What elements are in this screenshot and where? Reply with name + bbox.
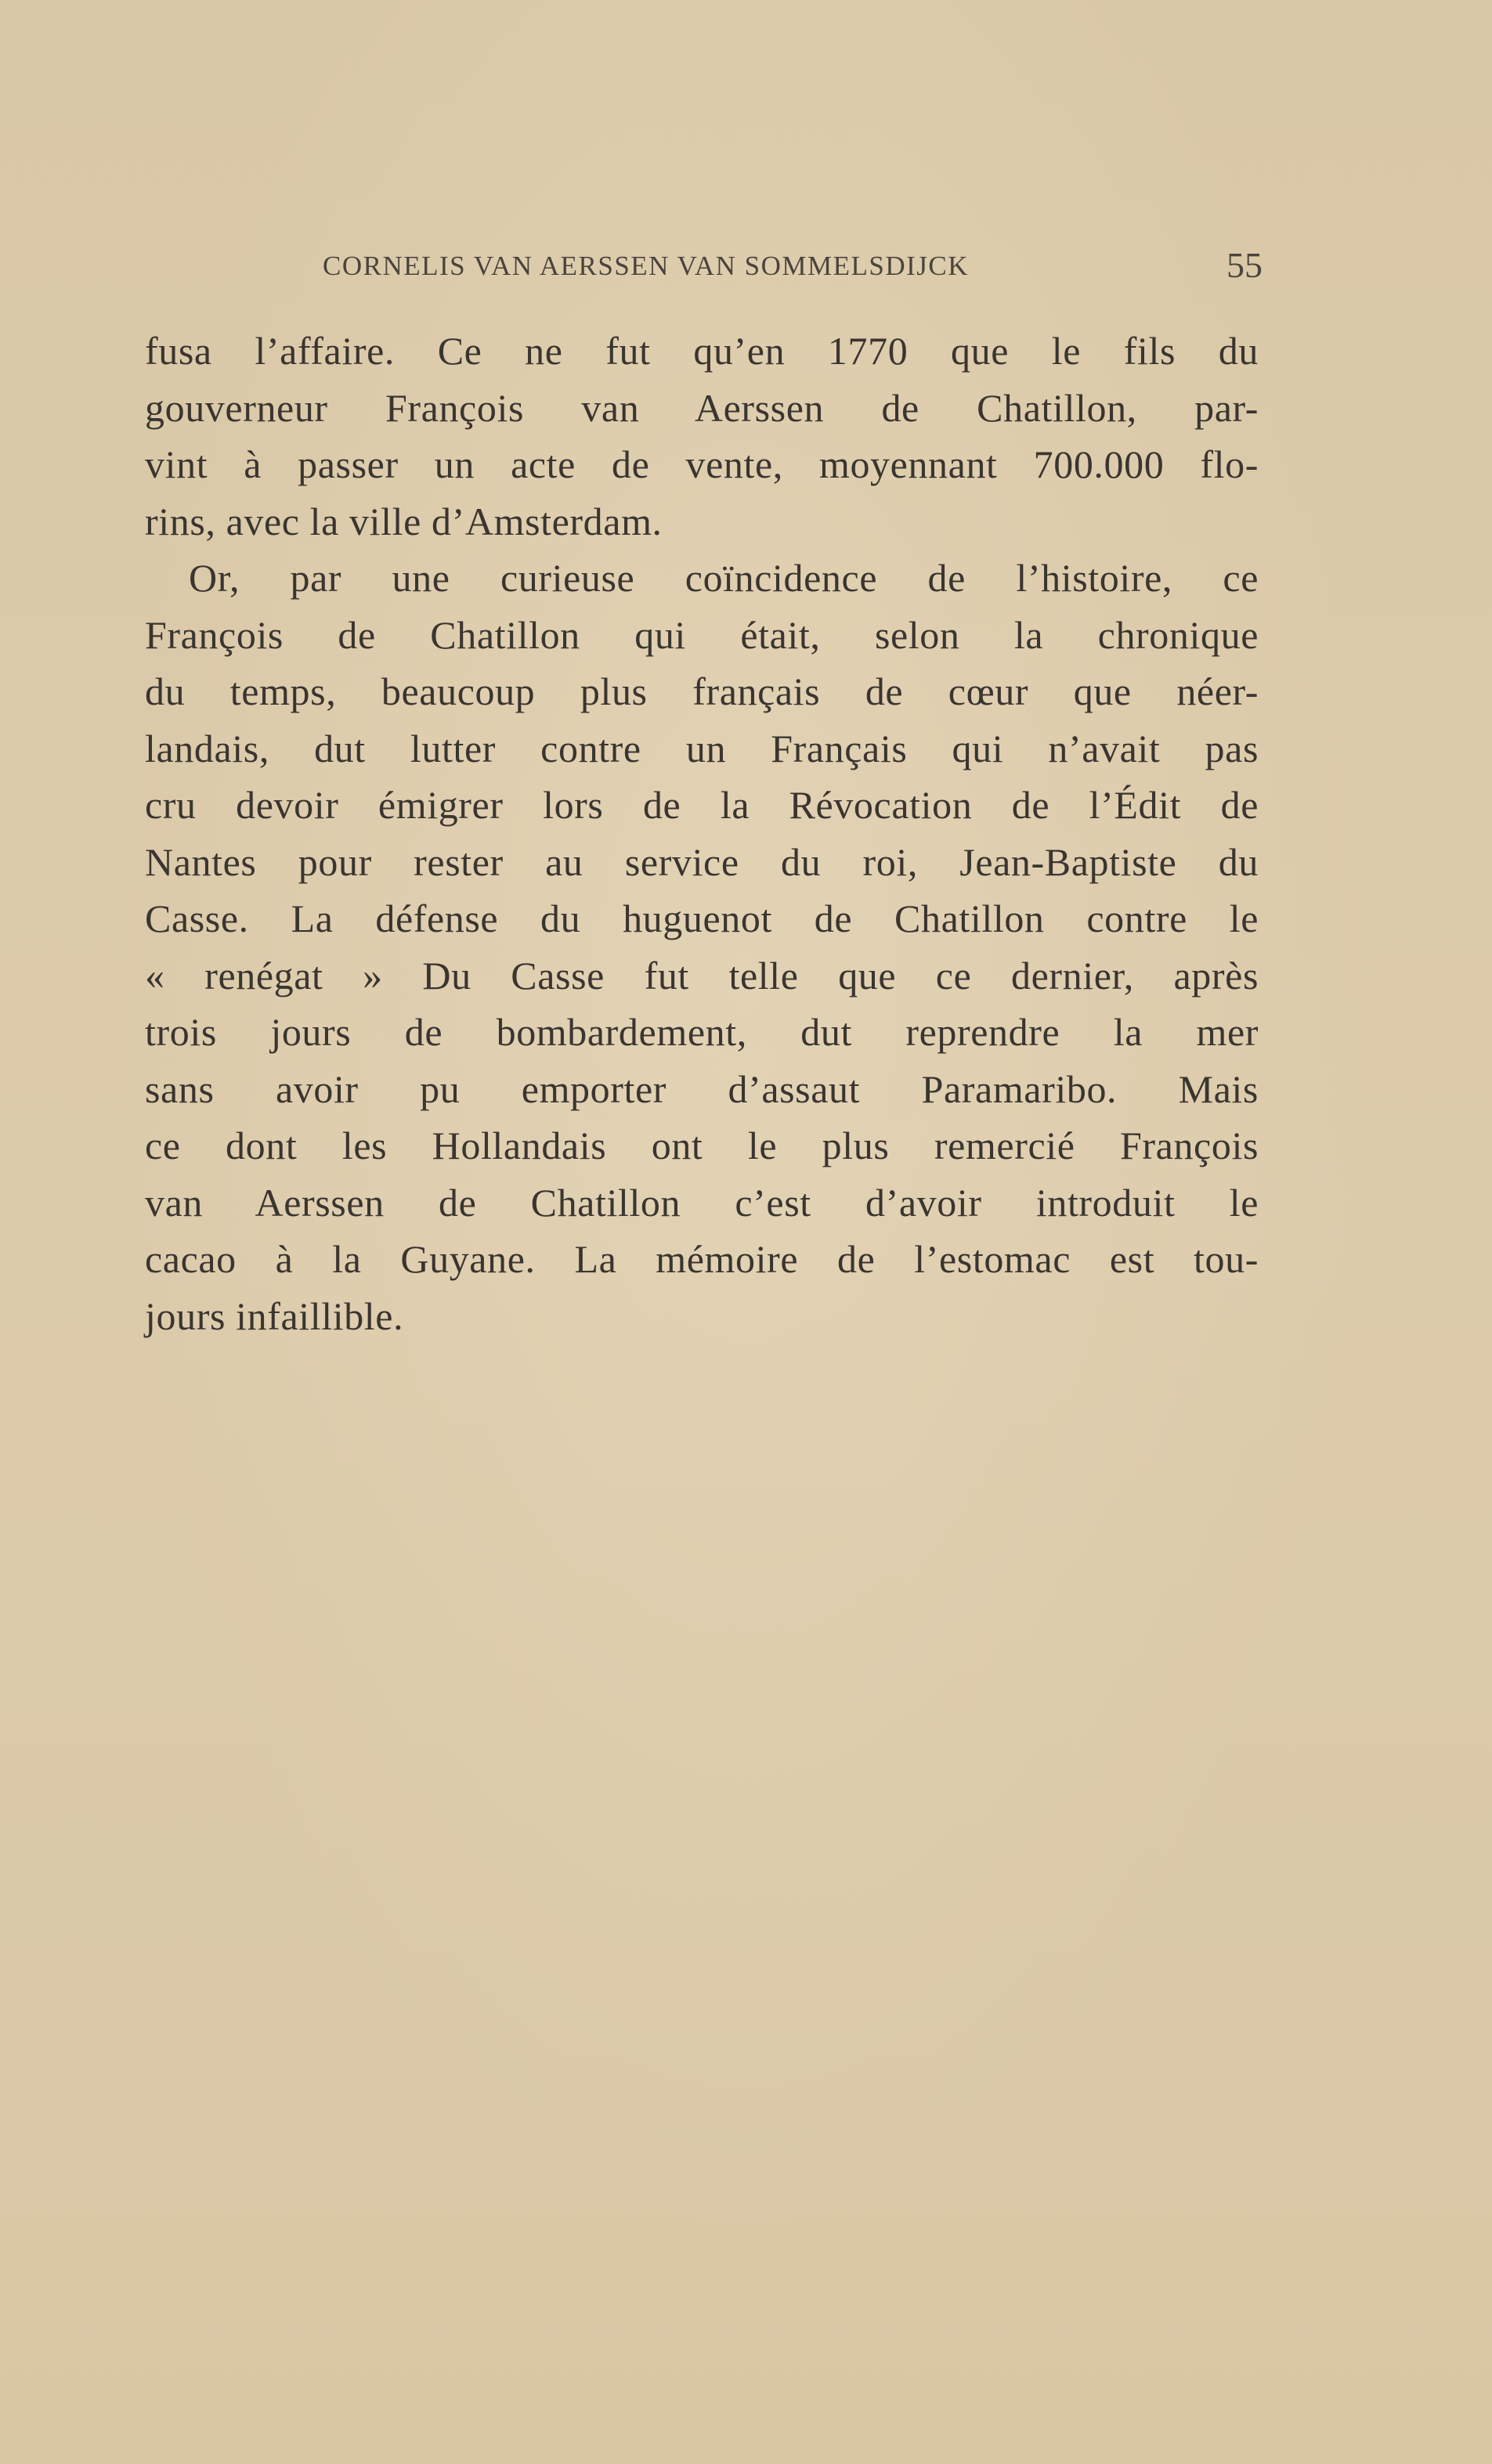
text-line: vint à passer un acte de vente, moyennant 700.000 flo-	[145, 442, 1259, 486]
text-line: Casse. La défense du huguenot de Chatillon contre le	[145, 896, 1259, 940]
paragraph-1	[145, 323, 1259, 550]
text-line: Or, par une curieuse coïncidence de l’histoire, ce	[189, 556, 1259, 600]
text-line: François de Chatillon qui était, selon la chronique	[145, 612, 1259, 657]
text-line: fusa l’affaire. Ce ne fut qu’en 1770 que le fils du	[145, 329, 1259, 373]
page-header	[323, 244, 1263, 291]
text-line: sans avoir pu emporter d’assaut Paramaribo. Mais	[145, 1066, 1259, 1111]
text-line: rins, avec la ville d’Amsterdam.	[145, 499, 663, 543]
paragraph-2	[145, 550, 1259, 1344]
text-line: Nantes pour rester au service du roi, Jean-Baptiste du	[145, 839, 1259, 884]
running-title: CORNELIS VAN AERSSEN VAN SOMMELSDIJCK	[323, 251, 970, 281]
text-line: du temps, beaucoup plus français de cœur que néer-	[145, 669, 1259, 713]
text-line: ce dont les Hollandais ont le plus remercié François	[145, 1124, 1259, 1167]
text-line: jours infaillible.	[145, 1293, 404, 1338]
text-line: landais, dut lutter contre un Français qui n’avait pas	[145, 726, 1259, 770]
text-line: cru devoir émigrer lors de la Révocation de l’Édit de	[145, 783, 1259, 827]
text-line: cacao à la Guyane. La mémoire de l’estomac est tou-	[145, 1237, 1259, 1281]
body-text	[145, 323, 1259, 1344]
page-number: 55	[1226, 245, 1263, 285]
text-line: gouverneur François van Aerssen de Chatillon, par-	[145, 385, 1259, 430]
text-line: « renégat » Du Casse fut telle que ce dernier, après	[145, 953, 1259, 998]
text-line: trois jours de bombardement, dut reprendre la mer	[145, 1010, 1259, 1054]
text-line: van Aerssen de Chatillon c’est d’avoir introduit le	[145, 1180, 1259, 1225]
